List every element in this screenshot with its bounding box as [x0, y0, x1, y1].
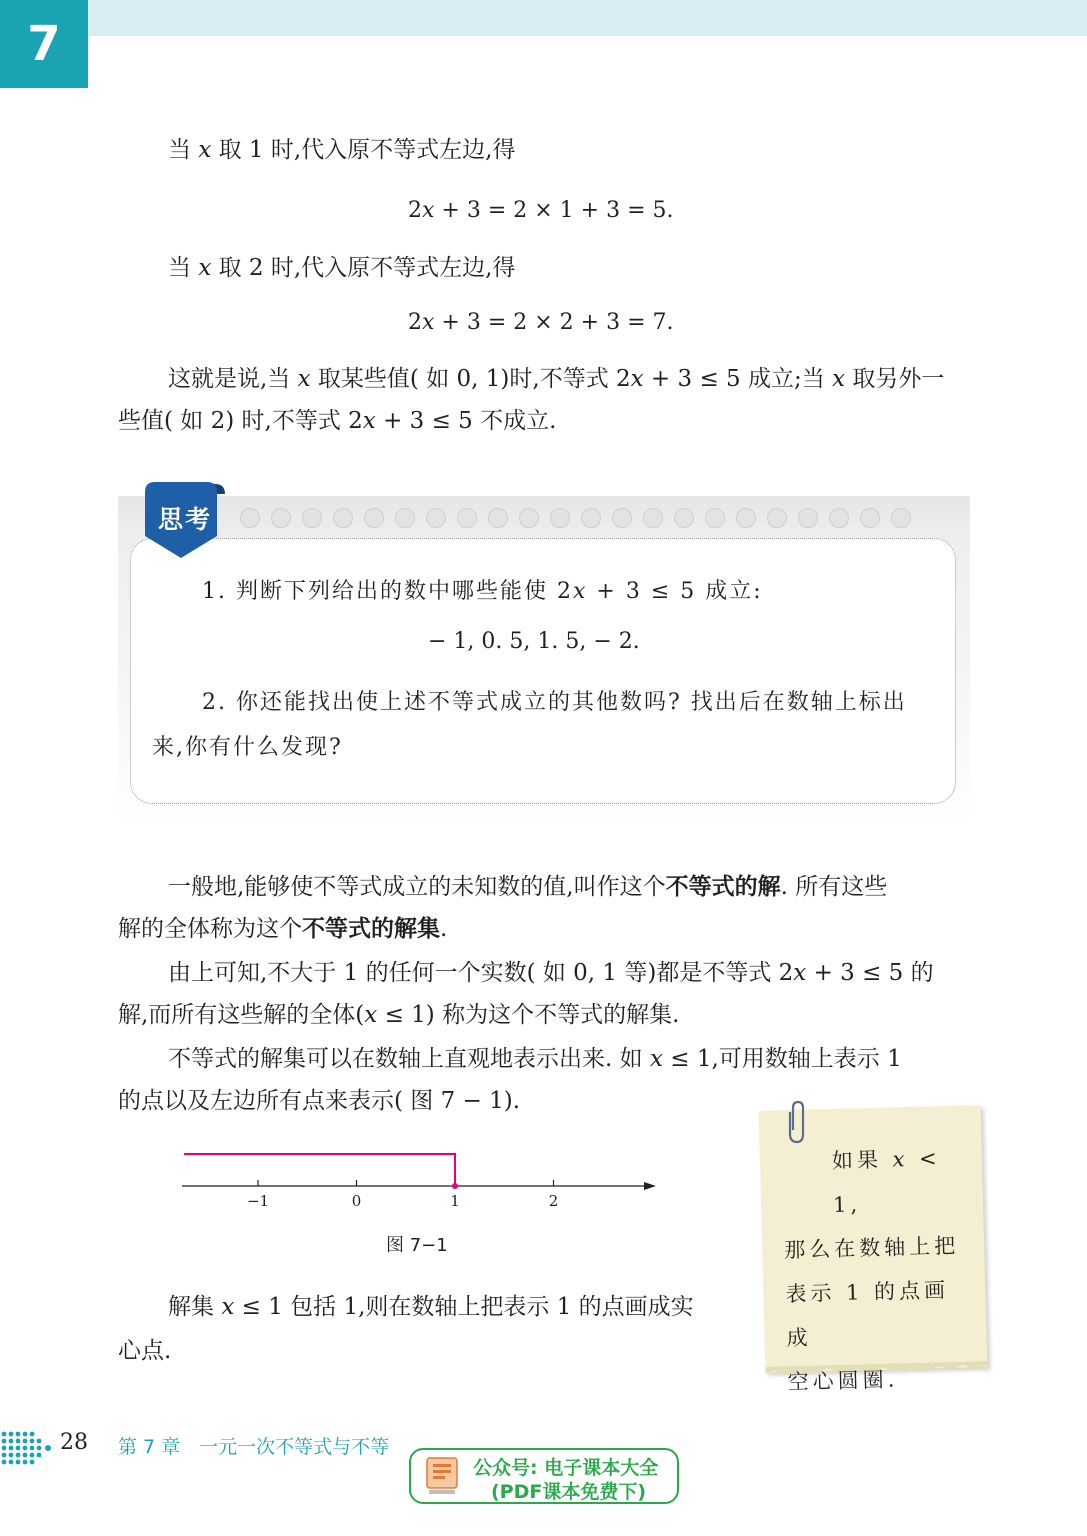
chapter-number-tab: 7: [0, 0, 88, 88]
paragraph-summary-line2: 些值( 如 2) 时,不等式 2x + 3 ≤ 5 不成立.: [118, 408, 557, 434]
paragraph-x-equals-1: 当 x 取 1 时,代入原不等式左边,得: [168, 137, 516, 163]
footer-dots-icon: [0, 1428, 58, 1468]
side-note: [759, 1105, 988, 1395]
watermark-badge: [409, 1448, 679, 1504]
term-solution-set: 不等式的解集: [302, 916, 440, 942]
paragraph-number-line-line2: 的点以及左边所有点来表示( 图 7 − 1).: [118, 1088, 521, 1114]
tick-label: −1: [246, 1192, 270, 1210]
figure-caption: 图 7−1: [386, 1235, 448, 1256]
footer-chapter-title: 第 7 章 一元一次不等式与不等: [118, 1436, 390, 1458]
formula-x-equals-2: 2x + 3 = 2 × 2 + 3 = 7.: [408, 310, 674, 335]
think-label: 思考: [157, 505, 212, 534]
think-question-1-values: − 1, 0. 5, 1. 5, − 2.: [428, 629, 640, 654]
number-line-arrow-icon: [644, 1182, 656, 1190]
header-band: [0, 0, 1087, 36]
side-note-text: 如果 x < 1, 那么在数轴上把 表示 1 的点画成 空心圆圈.: [783, 1146, 960, 1395]
term-inequality-solution: 不等式的解: [665, 874, 781, 900]
think-question-2-line1: 2. 你还能找出使上述不等式成立的其他数吗? 找出后在数轴上标出: [202, 690, 907, 715]
book-icon: [425, 1456, 459, 1496]
paragraph-solid-dot-line2: 心点.: [118, 1338, 172, 1364]
think-question-2-line2: 来,你有什么发现?: [152, 735, 343, 760]
think-dot-row: [240, 508, 911, 528]
paragraph-solution-example-line1: 由上可知,不大于 1 的任何一个实数( 如 0, 1 等)都是不等式 2x + 3 ≤ 5 的: [168, 960, 934, 986]
paragraph-x-equals-2: 当 x 取 2 时,代入原不等式左边,得: [168, 255, 516, 281]
watermark-line1: 公众号: 电子课本大全: [473, 1457, 659, 1479]
paragraph-summary-line1: 这就是说,当 x 取某些值( 如 0, 1)时,不等式 2x + 3 ≤ 5 成立;当 x 取另外一: [168, 366, 945, 392]
solution-set-bracket: [184, 1154, 455, 1186]
definition-line2: 解的全体称为这个不等式的解集.: [118, 916, 448, 942]
think-question-1: 1. 判断下列给出的数中哪些能使 2x + 3 ≤ 5 成立:: [202, 579, 763, 604]
tick-label: 1: [450, 1192, 460, 1210]
paragraph-number-line-line1: 不等式的解集可以在数轴上直观地表示出来. 如 x ≤ 1,可用数轴上表示 1: [168, 1046, 902, 1072]
tick-label: 2: [548, 1192, 559, 1210]
watermark-line2: (PDF课本免费下): [491, 1481, 647, 1503]
definition-line1: 一般地,能够使不等式成立的未知数的值,叫作这个不等式的解. 所有这些: [168, 874, 888, 900]
number-line-figure: [182, 1148, 662, 1218]
paragraph-solid-dot-line1: 解集 x ≤ 1 包括 1,则在数轴上把表示 1 的点画成实: [168, 1294, 694, 1320]
paper-clip-icon: [786, 1100, 808, 1144]
page-number: 28: [60, 1430, 88, 1455]
solid-endpoint-dot: [452, 1183, 458, 1189]
formula-x-equals-1: 2x + 3 = 2 × 1 + 3 = 5.: [408, 198, 674, 223]
tick-label: 0: [351, 1192, 362, 1210]
paragraph-solution-example-line2: 解,而所有这些解的全体(x ≤ 1) 称为这个不等式的解集.: [118, 1002, 680, 1028]
